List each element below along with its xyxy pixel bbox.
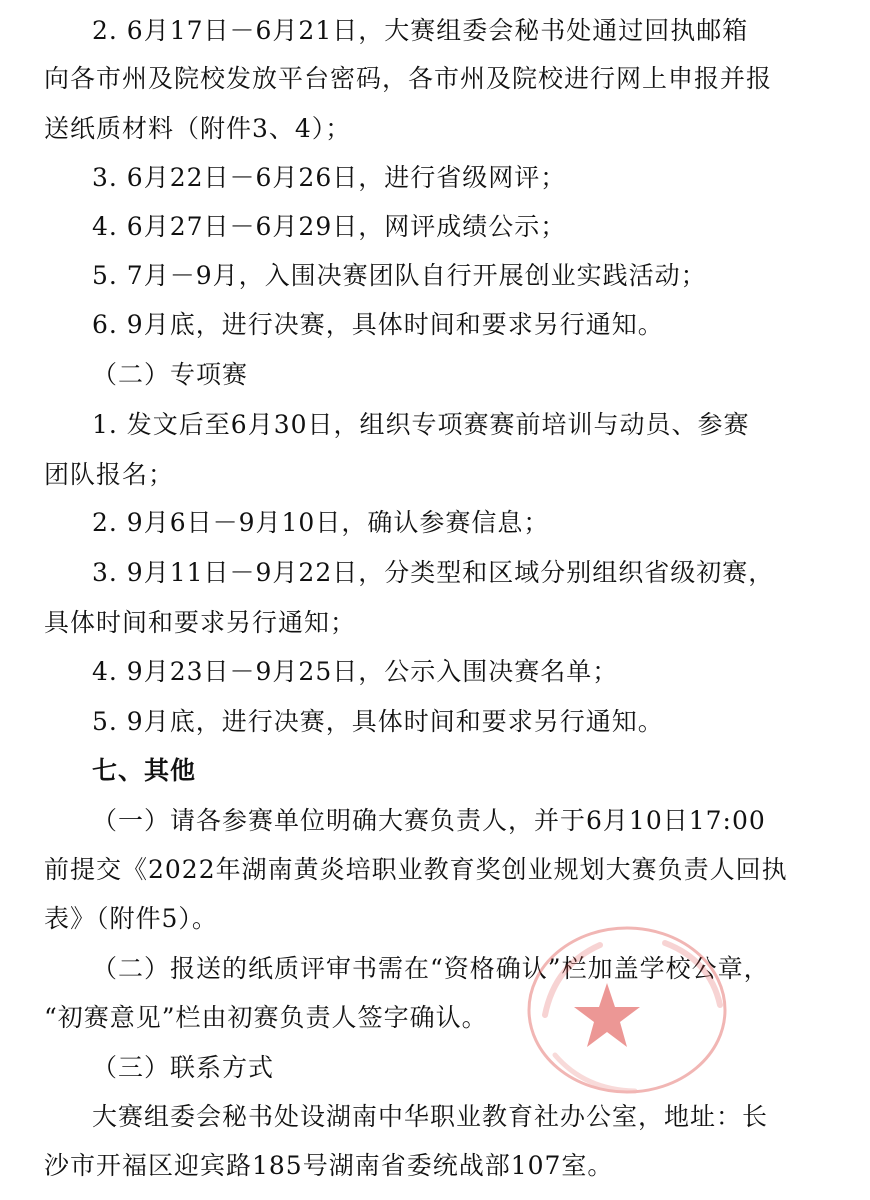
chapter-heading: 七、其他 <box>92 756 197 785</box>
text-line: “初赛意见”栏由初赛负责人签字确认。 <box>44 1003 488 1032</box>
text-line: 6. 9月底，进行决赛，具体时间和要求另行通知。 <box>92 310 664 339</box>
text-line: 沙市开福区迎宾路185号湖南省委统战部107室。 <box>44 1151 614 1180</box>
official-seal <box>515 905 750 1100</box>
text-line: 2. 9月6日－9月10日，确认参赛信息； <box>92 508 550 537</box>
text-line: 5. 9月底，进行决赛，具体时间和要求另行通知。 <box>92 707 664 736</box>
text-line: 大赛组委会秘书处设湖南中华职业教育社办公室，地址：长 <box>92 1102 769 1131</box>
text-line: 1. 发文后至6月30日，组织专项赛赛前培训与动员、参赛 <box>92 410 750 439</box>
text-line: 向各市州及院校发放平台密码，各市州及院校进行网上申报并报 <box>44 64 773 93</box>
text-line: 团队报名； <box>44 460 175 489</box>
text-line: 具体时间和要求另行通知； <box>44 608 357 637</box>
text-line: 3. 6月22日－6月26日，进行省级网评； <box>92 163 567 192</box>
text-line: 2. 6月17日－6月21日，大赛组委会秘书处通过回执邮箱 <box>92 16 749 45</box>
section-heading: （三）联系方式 <box>92 1053 275 1082</box>
text-line: 送纸质材料（附件3、4）； <box>44 114 352 143</box>
text-line: 3. 9月11日－9月22日，分类型和区域分别组织省级初赛， <box>92 558 775 587</box>
text-line: （一）请各参赛单位明确大赛负责人，并于6月10日17:00 <box>92 806 766 835</box>
text-line: 5. 7月－9月，入围决赛团队自行开展创业实践活动； <box>92 261 707 290</box>
text-line: 4. 9月23日－9月25日，公示入围决赛名单； <box>92 657 619 686</box>
text-line: 前提交《2022年湖南黄炎培职业教育奖创业规划大赛负责人回执 <box>44 855 788 884</box>
star-icon <box>574 983 640 1047</box>
text-line: （二）报送的纸质评审书需在“资格确认”栏加盖学校公章， <box>92 954 770 983</box>
section-heading: （二）专项赛 <box>92 360 249 389</box>
text-line: 4. 6月27日－6月29日，网评成绩公示； <box>92 212 567 241</box>
text-line: 表》（附件5）。 <box>44 904 218 933</box>
